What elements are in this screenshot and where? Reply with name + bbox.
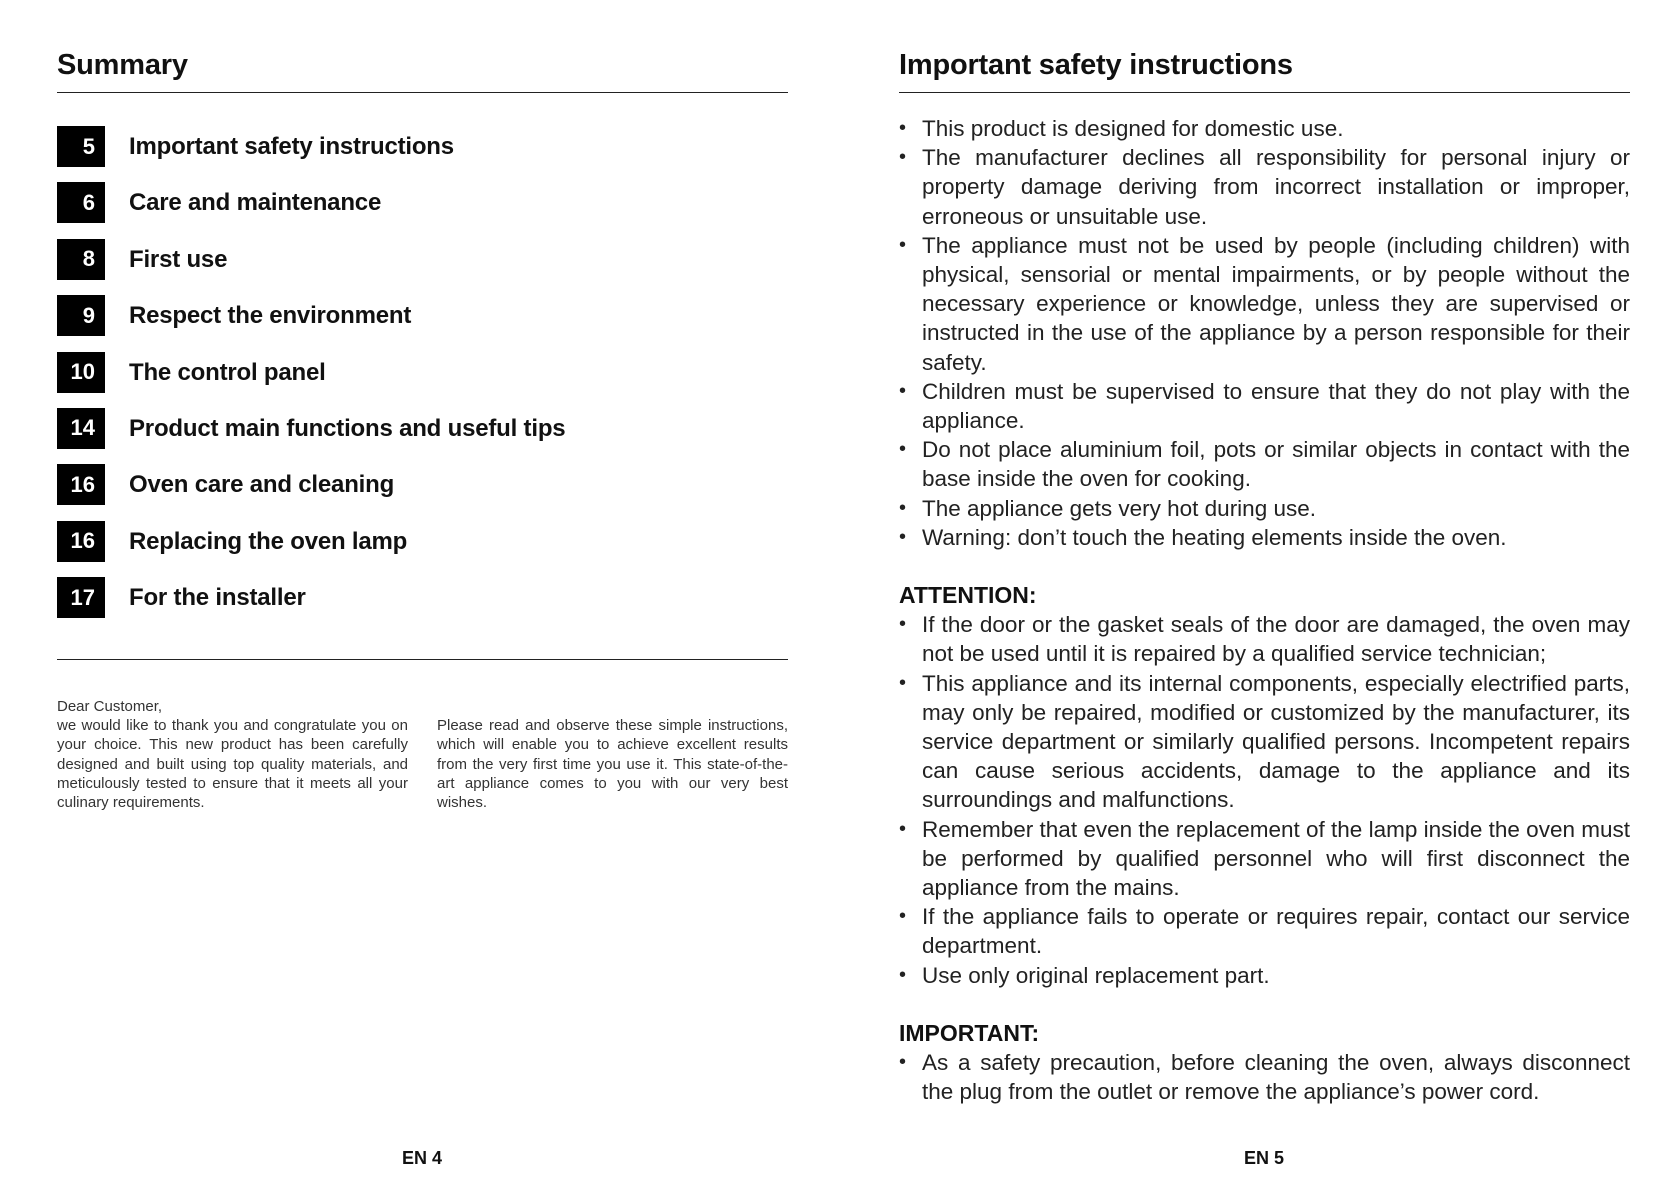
list-item: • As a safety precaution, before cleaning the oven, always disconnect the plug from the outlet or remove the appliance’s power cord. bbox=[899, 1048, 1630, 1106]
list-item: • Do not place aluminium foil, pots or similar objects in contact with the base inside the oven for cooking. bbox=[899, 435, 1630, 493]
list-item: • The appliance gets very hot during use. bbox=[899, 494, 1630, 523]
toc-page-number: 5 bbox=[57, 126, 105, 167]
toc-page-number: 14 bbox=[57, 408, 105, 449]
attention-heading: ATTENTION: bbox=[899, 582, 1037, 609]
list-item: • Remember that even the replacement of the lamp inside the oven must be performed by qualified personnel who will first disconnect the appliance from the mains. bbox=[899, 815, 1630, 903]
toc-item[interactable] bbox=[57, 352, 788, 408]
toc-label: Replacing the oven lamp bbox=[129, 527, 408, 555]
toc-label: Oven care and cleaning bbox=[129, 471, 395, 499]
list-item: • The manufacturer declines all responsibility for personal injury or property damage deriving from incorrect installation or improper, erroneous or unsuitable use. bbox=[899, 143, 1630, 231]
toc-item[interactable] bbox=[57, 295, 788, 351]
toc-item[interactable] bbox=[57, 126, 788, 182]
toc-item[interactable] bbox=[57, 239, 788, 295]
list-item: • If the door or the gasket seals of the door are damaged, the oven may not be used until it is repaired by a qualified service technician; bbox=[899, 610, 1630, 668]
toc-label: The control panel bbox=[129, 358, 326, 386]
title-divider bbox=[899, 92, 1630, 93]
attention-list bbox=[899, 610, 1630, 990]
table-of-contents bbox=[57, 126, 788, 634]
summary-title: Summary bbox=[57, 49, 188, 81]
list-item: • Children must be supervised to ensure that they do not play with the appliance. bbox=[899, 377, 1630, 435]
page-number-right: EN 5 bbox=[1244, 1148, 1285, 1168]
letter-column-1: we would like to thank you and congratulate you on your choice. This new product has been carefully designed and built using top quality materials, and meticulously tested to ensure that it meets all your culinary requirements. bbox=[57, 717, 408, 812]
left-page bbox=[57, 0, 788, 1191]
toc-label: Product main functions and useful tips bbox=[129, 414, 566, 442]
toc-page-number: 8 bbox=[57, 239, 105, 280]
toc-item[interactable] bbox=[57, 577, 788, 633]
toc-page-number: 10 bbox=[57, 352, 105, 393]
title-divider bbox=[57, 92, 788, 93]
toc-page-number: 6 bbox=[57, 182, 105, 223]
important-heading: IMPORTANT: bbox=[899, 1019, 1040, 1046]
toc-page-number: 17 bbox=[57, 577, 105, 618]
letter-column-2: Please read and observe these simple instructions, which will enable you to achieve excellent results from the very first time you use it. This state-of-the-art appliance comes to you with our very best wishes. bbox=[437, 717, 788, 812]
important-list bbox=[899, 1048, 1630, 1106]
toc-label: For the installer bbox=[129, 584, 306, 612]
toc-item[interactable] bbox=[57, 464, 788, 520]
toc-page-number: 16 bbox=[57, 464, 105, 505]
toc-item[interactable] bbox=[57, 182, 788, 238]
safety-title: Important safety instructions bbox=[899, 49, 1293, 81]
customer-letter bbox=[57, 697, 788, 812]
list-item: • This product is designed for domestic use. bbox=[899, 114, 1630, 143]
list-item: • If the appliance fails to operate or requires repair, contact our service department. bbox=[899, 902, 1630, 960]
toc-label: Respect the environment bbox=[129, 302, 412, 330]
letter-greeting: Dear Customer, bbox=[57, 698, 163, 715]
toc-label: First use bbox=[129, 245, 228, 273]
toc-item[interactable] bbox=[57, 408, 788, 464]
safety-content bbox=[899, 114, 1630, 1107]
toc-label: Important safety instructions bbox=[129, 133, 454, 160]
list-item: • Use only original replacement part. bbox=[899, 961, 1630, 990]
toc-page-number: 9 bbox=[57, 295, 105, 336]
safety-list bbox=[899, 114, 1630, 552]
list-item: • This appliance and its internal components, especially electrified parts, may only be repaired, modified or customized by the manufacturer, its service department or similarly qualified persons. Incompetent repairs can cause serious accidents, damage to the appliance and its surroundings and malfunctions. bbox=[899, 669, 1630, 815]
toc-label: Care and maintenance bbox=[129, 189, 382, 217]
toc-page-number: 16 bbox=[57, 521, 105, 562]
right-page bbox=[899, 0, 1630, 1191]
section-divider bbox=[57, 659, 788, 660]
toc-item[interactable] bbox=[57, 521, 788, 577]
letter-columns bbox=[57, 716, 788, 812]
list-item: • The appliance must not be used by people (including children) with physical, sensorial or mental impairments, or by people without the necessary experience or knowledge, unless they are supervised or instructed in the use of the appliance by a person responsible for their safety. bbox=[899, 231, 1630, 377]
list-item: • Warning: don’t touch the heating elements inside the oven. bbox=[899, 523, 1630, 552]
page-number-left: EN 4 bbox=[402, 1148, 443, 1168]
